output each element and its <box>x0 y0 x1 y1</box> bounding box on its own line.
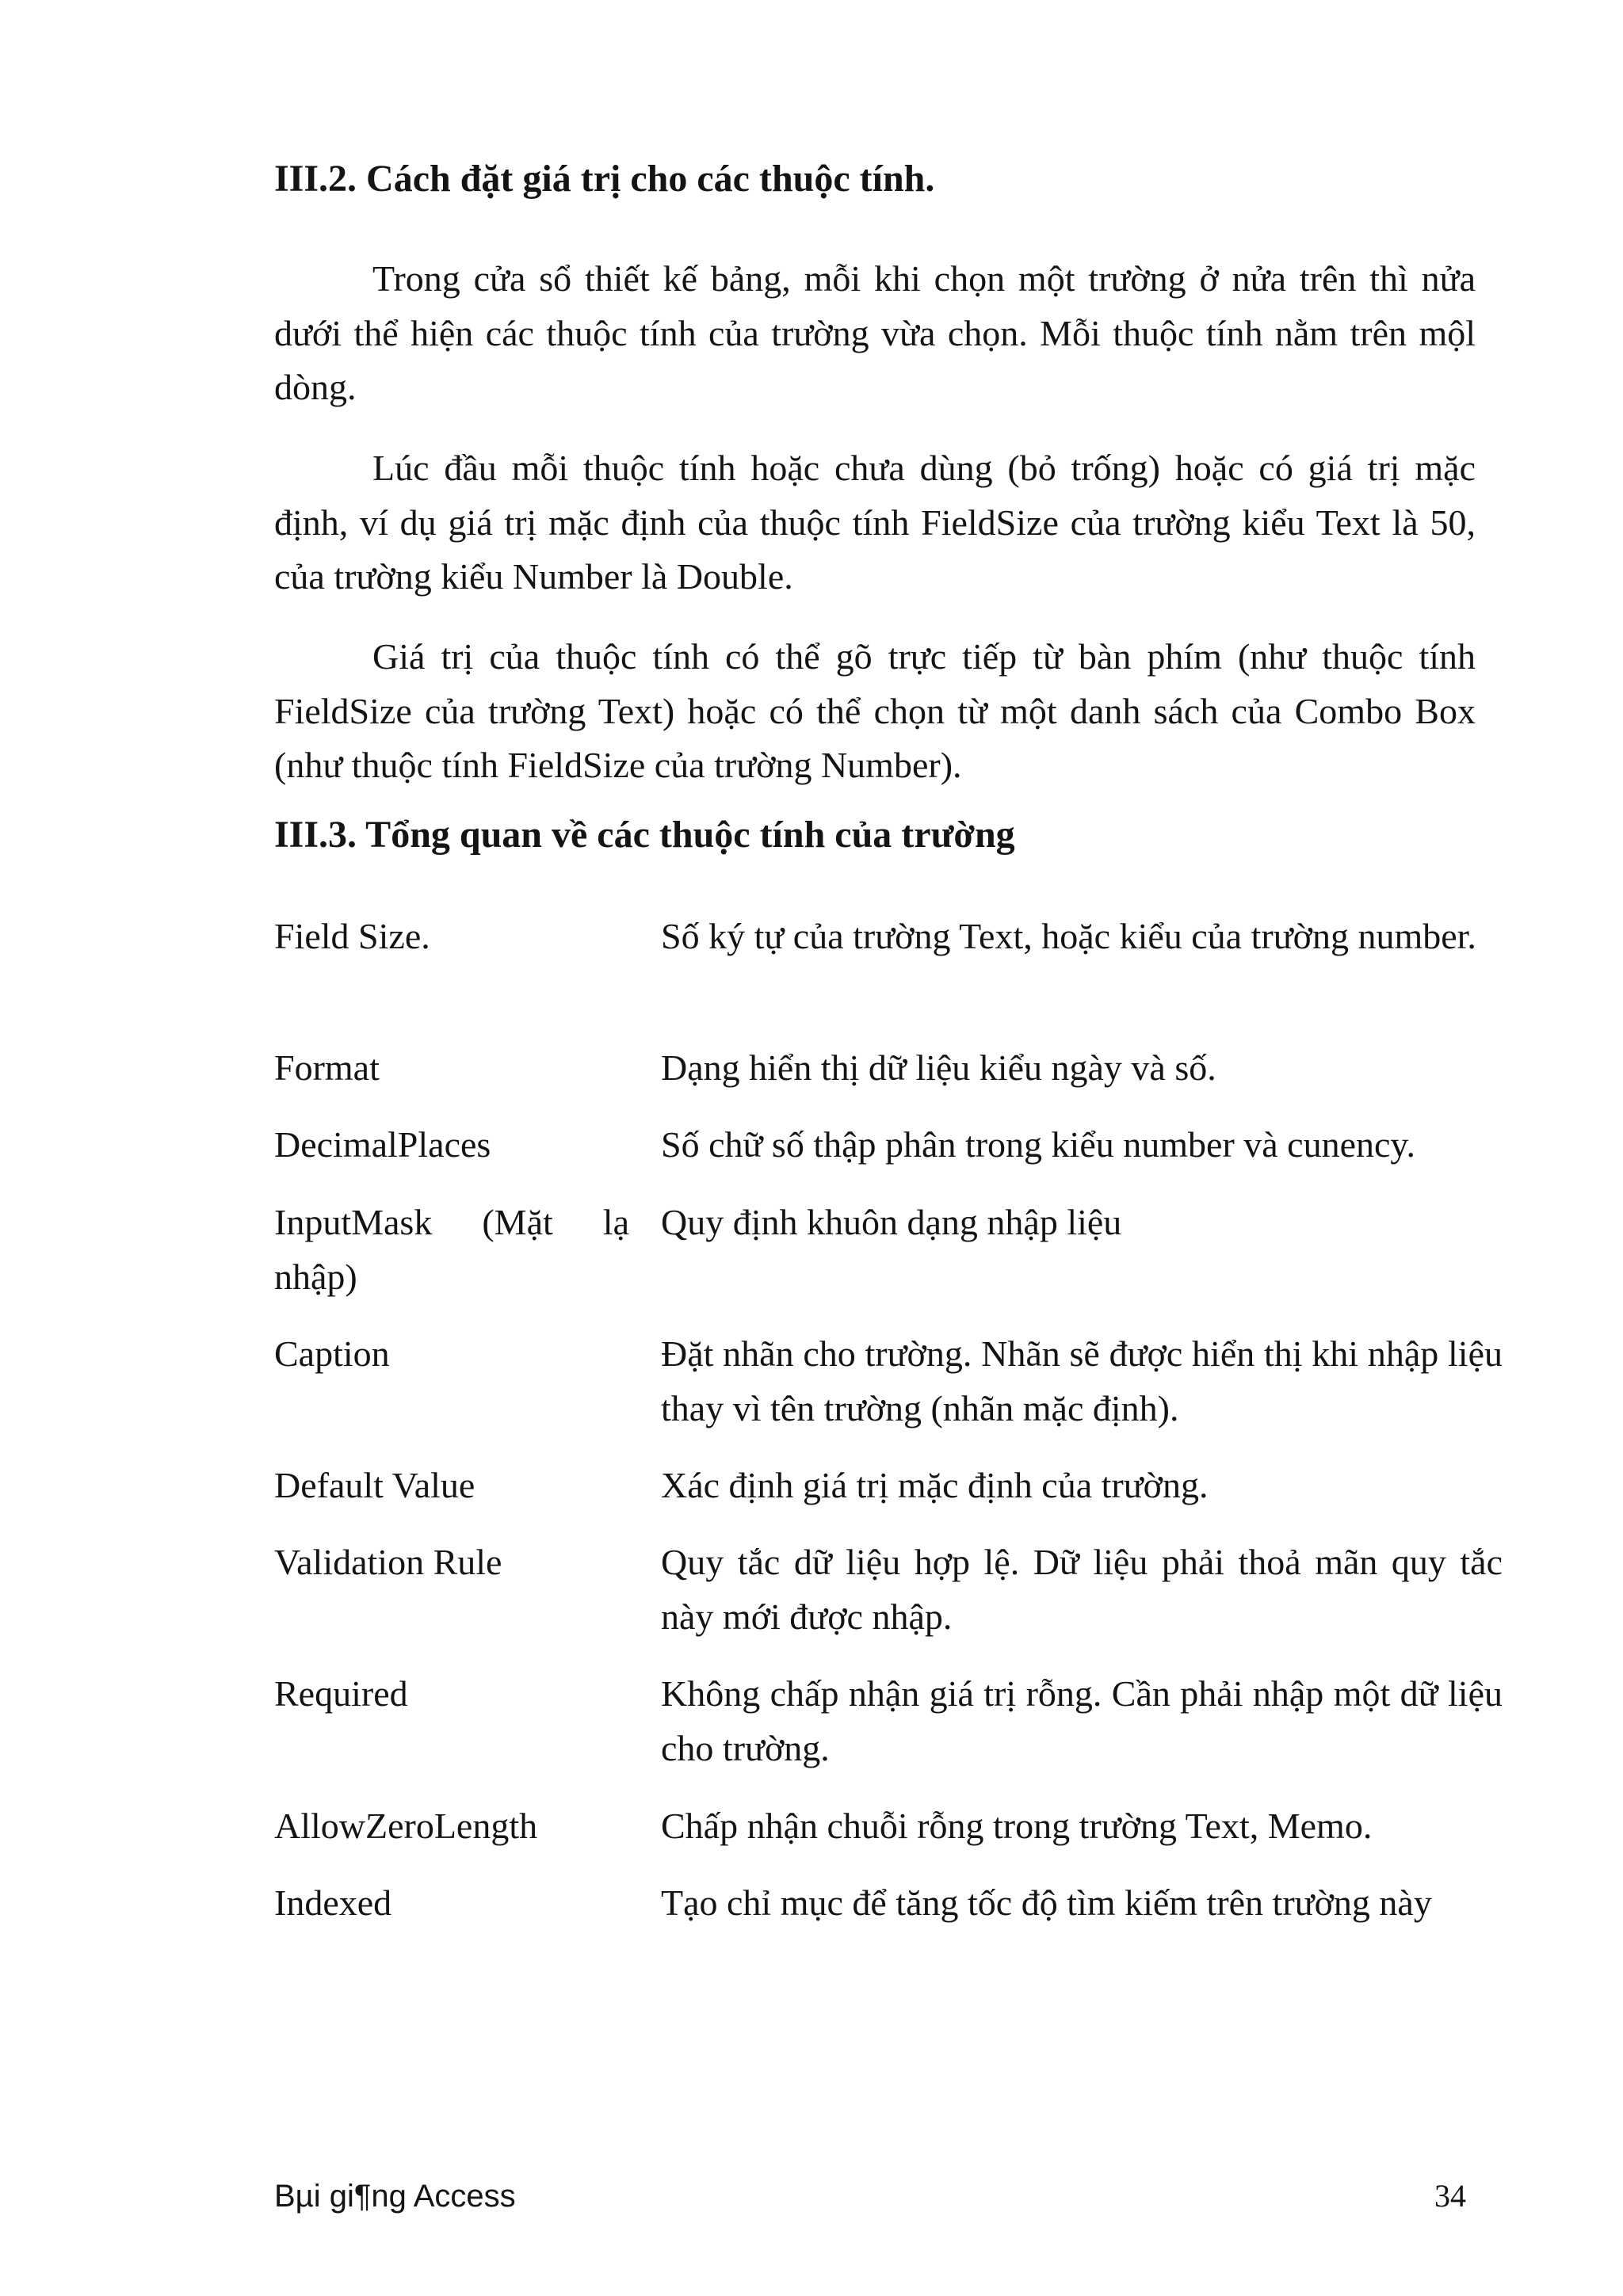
section-heading-3-2: III.2. Cách đặt giá trị cho các thuộc tính. <box>274 158 935 200</box>
property-description: Số chữ số thập phân trong kiểu number và cunency. <box>661 1124 1415 1165</box>
property-name: Required <box>274 1673 408 1714</box>
property-name: Field Size. <box>274 916 430 956</box>
property-name: Validation Rule <box>274 1542 502 1582</box>
property-name: DecimalPlaces <box>274 1124 491 1165</box>
property-name: Indexed <box>274 1882 392 1923</box>
property-description: Dạng hiển thị dữ liệu kiểu ngày và số. <box>661 1047 1216 1088</box>
property-description: Quy định khuôn dạng nhập liệu <box>661 1202 1122 1242</box>
section-heading-3-3: III.3. Tổng quan về các thuộc tính của trường <box>274 814 1015 856</box>
property-description: Số ký tự của trường Text, hoặc kiểu của trường number. <box>661 916 1476 956</box>
property-description: Tạo chỉ mục để tăng tốc độ tìm kiếm trên trường này <box>661 1882 1432 1923</box>
paragraph-entering-values: Giá trị của thuộc tính có thể gõ trực tiếp từ bàn phím (như thuộc tính FieldSize của trường Text) hoặc có thể chọn từ một danh sách của Combo Box (như thuộc tính FieldSize của trường Number). <box>274 636 1476 785</box>
property-description: Xác định giá trị mặc định của trường. <box>661 1465 1209 1505</box>
property-name: Format <box>274 1047 380 1088</box>
property-description: Chấp nhận chuỗi rỗng trong trường Text, Memo. <box>661 1806 1373 1846</box>
property-name: Default Value <box>274 1465 475 1505</box>
page-number: 34 <box>1434 2178 1466 2214</box>
property-description: Quy tắc dữ liệu hợp lệ. Dữ liệu phải thoả mãn quy tắc này mới được nhập. <box>661 1542 1503 1637</box>
footer-title: Bµi gi¶ng Access <box>274 2179 516 2214</box>
property-name: Caption <box>274 1333 390 1374</box>
property-description: Đặt nhãn cho trường. Nhãn sẽ được hiển thị khi nhập liệu thay vì tên trường (nhãn mặc định). <box>661 1333 1503 1428</box>
paragraph-default-values: Lúc đầu mỗi thuộc tính hoặc chưa dùng (bỏ trống) hoặc có giá trị mặc định, ví dụ giá trị mặc định của thuộc tính FieldSize của trường kiểu Text là 50, của trường kiểu Number là Double. <box>274 448 1476 597</box>
property-name: AllowZeroLength <box>274 1806 538 1846</box>
property-description: Không chấp nhận giá trị rỗng. Cần phải nhập một dữ liệu cho trường. <box>661 1673 1503 1768</box>
paragraph-table-design-window: Trong cửa sổ thiết kế bảng, mỗi khi chọn một trường ở nửa trên thì nửa dưới thể hiện các thuộc tính của trường vừa chọn. Mỗi thuộc tính nằm trên mộl dòng. <box>274 258 1476 407</box>
property-name: InputMask (Mặt lạ nhập) <box>274 1202 629 1297</box>
